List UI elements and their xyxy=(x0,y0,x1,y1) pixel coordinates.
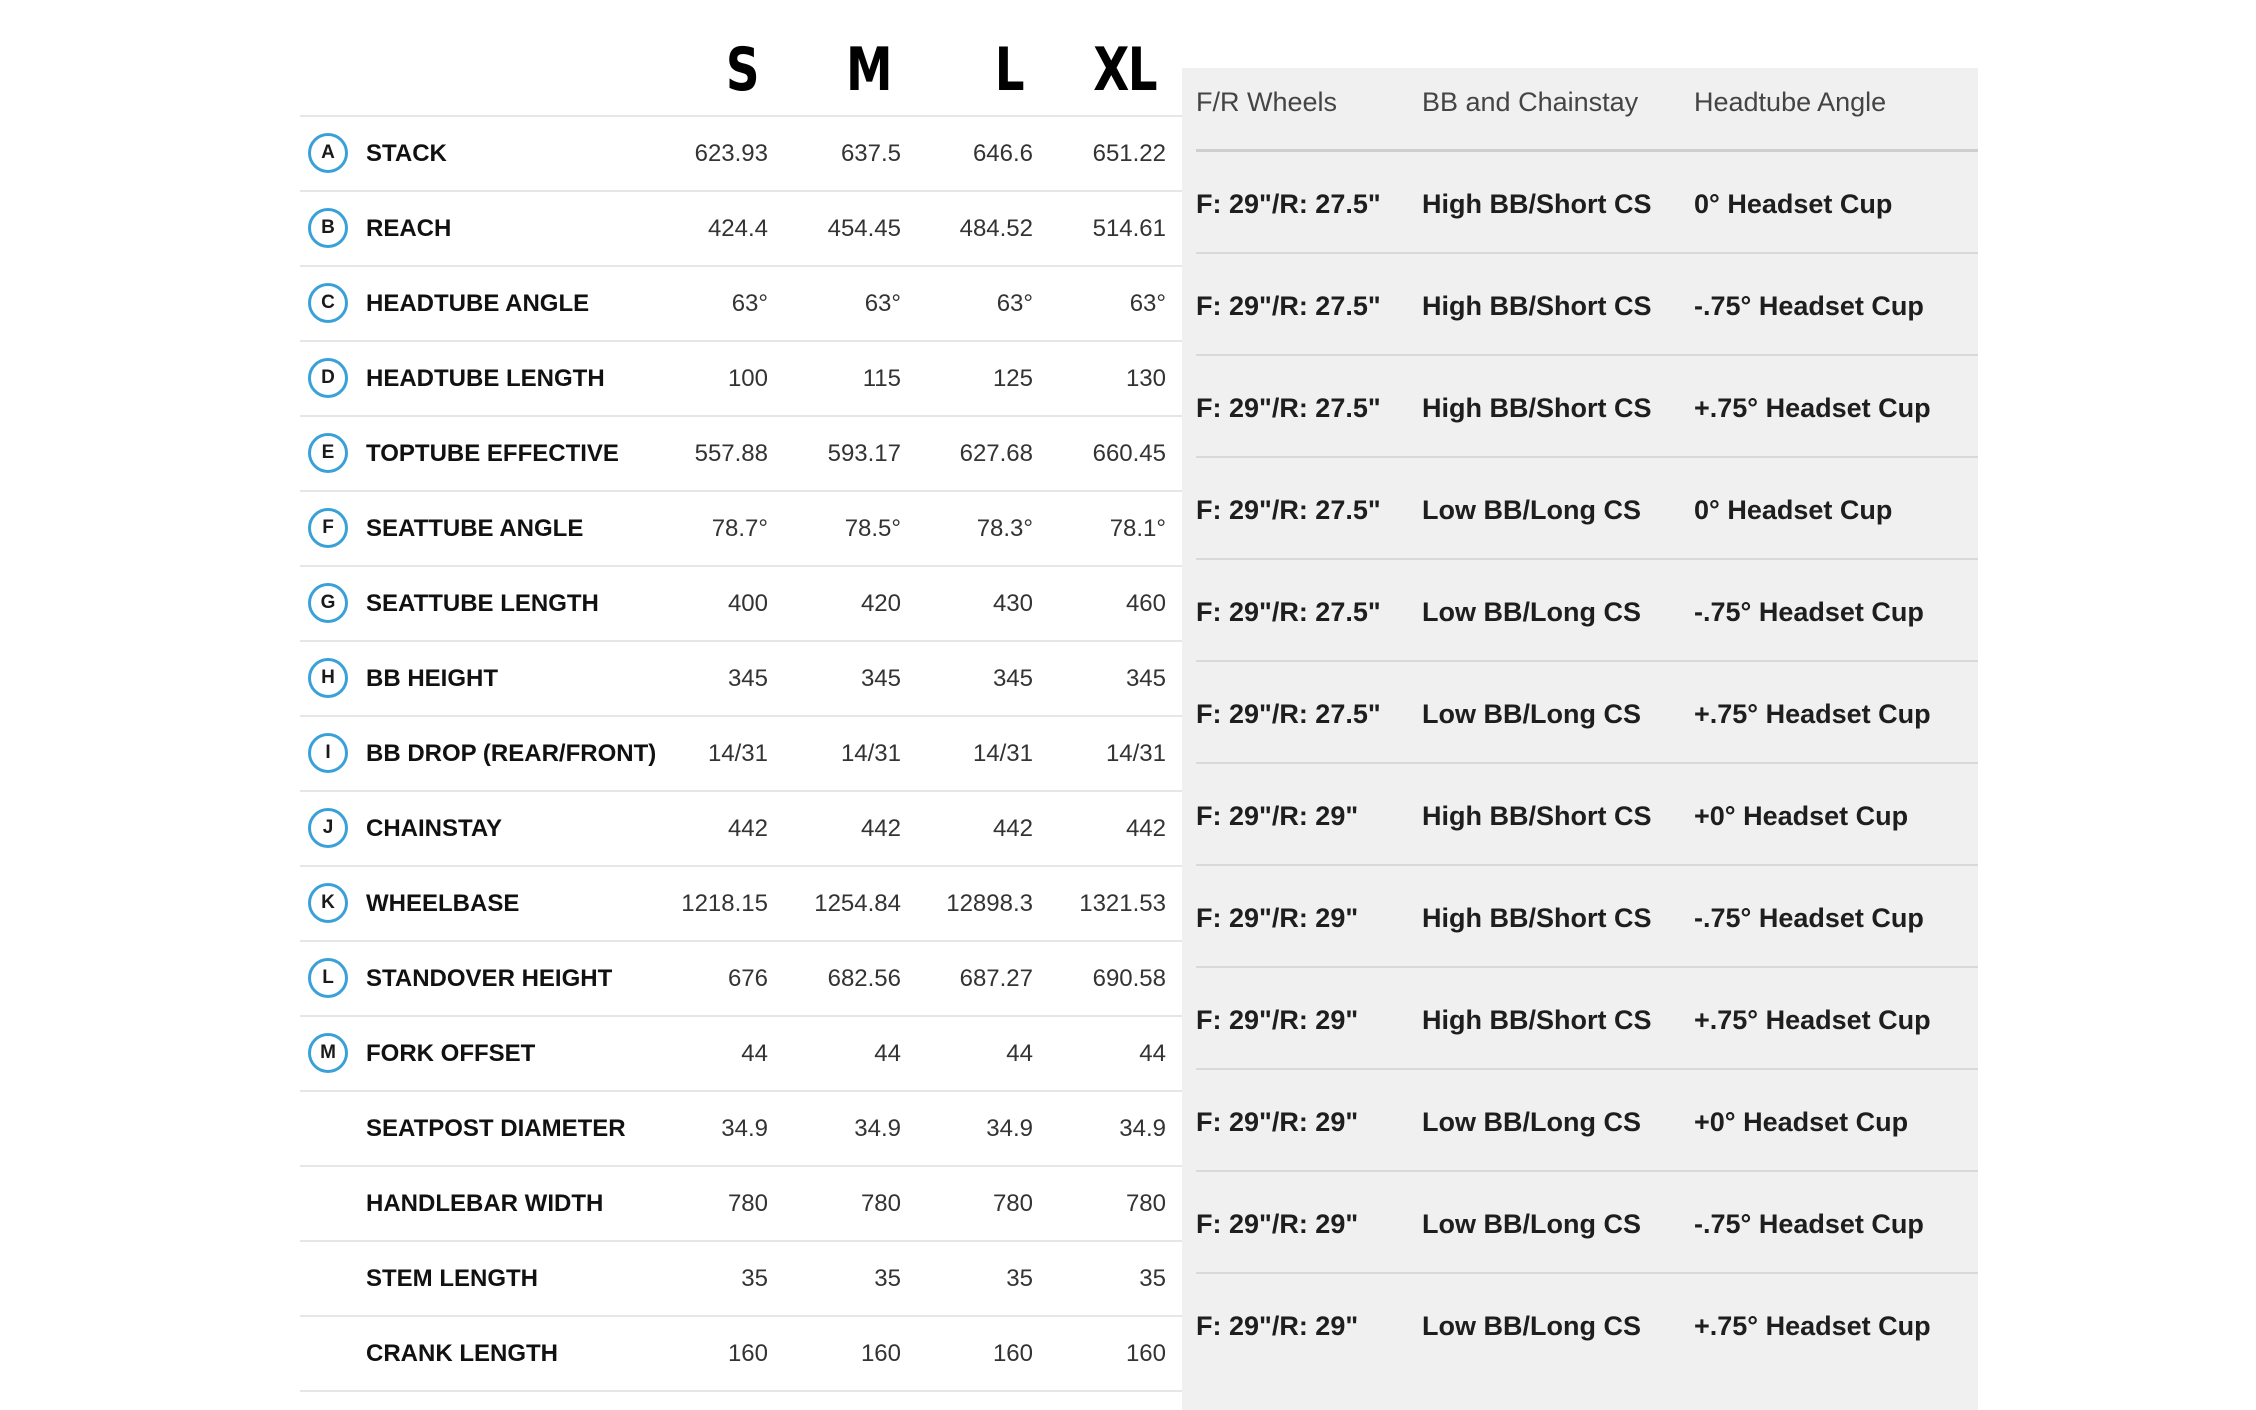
headset-cell: +.75° Headset Cup xyxy=(1694,393,1931,423)
setup-row xyxy=(1196,152,1978,254)
setup-row xyxy=(1196,1274,1978,1374)
row-label: BB DROP (REAR/FRONT) xyxy=(366,740,657,767)
setup-row xyxy=(1196,254,1978,356)
row-label: HANDLEBAR WIDTH xyxy=(366,1190,604,1217)
value-m: 593.17 xyxy=(827,440,901,467)
wheels-cell: F: 29"/R: 29" xyxy=(1196,1005,1359,1035)
geometry-row-stack xyxy=(300,115,1182,190)
setup-row xyxy=(1196,1172,1978,1274)
value-l: 160 xyxy=(992,1340,1033,1367)
geometry-row-handlebar-width xyxy=(300,1165,1182,1240)
value-xl: 78.1° xyxy=(1109,515,1166,542)
size-header-l: L xyxy=(994,35,1023,105)
row-label: TOPTUBE EFFECTIVE xyxy=(366,440,619,467)
badge-d: D xyxy=(308,358,348,398)
wheels-cell: F: 29"/R: 29" xyxy=(1196,903,1359,933)
setup-row xyxy=(1196,662,1978,764)
wheels-cell: F: 29"/R: 29" xyxy=(1196,801,1359,831)
value-s: 63° xyxy=(731,290,768,317)
header-headtube-angle: Headtube Angle xyxy=(1694,87,1887,117)
header-fr-wheels: F/R Wheels xyxy=(1196,87,1338,117)
value-l: 34.9 xyxy=(986,1115,1033,1142)
row-label: SEATTUBE ANGLE xyxy=(366,515,584,542)
value-s: 14/31 xyxy=(707,740,768,767)
geometry-row-headtube-length xyxy=(300,340,1182,415)
value-s: 400 xyxy=(727,590,768,617)
value-m: 14/31 xyxy=(840,740,901,767)
value-xl: 460 xyxy=(1125,590,1166,617)
bb-cell: Low BB/Long CS xyxy=(1422,597,1641,627)
value-l: 44 xyxy=(1006,1040,1033,1067)
bb-cell: Low BB/Long CS xyxy=(1422,1209,1641,1239)
badge-g: G xyxy=(308,583,348,623)
value-xl: 35 xyxy=(1139,1265,1166,1292)
badge-m: M xyxy=(308,1033,348,1073)
geometry-row-seattube-angle xyxy=(300,490,1182,565)
value-s: 623.93 xyxy=(694,140,768,167)
size-header-row xyxy=(300,30,1182,115)
bb-cell: High BB/Short CS xyxy=(1422,801,1652,831)
value-m: 637.5 xyxy=(840,140,901,167)
value-m: 44 xyxy=(874,1040,901,1067)
value-xl: 345 xyxy=(1125,665,1166,692)
bb-cell: High BB/Short CS xyxy=(1422,189,1652,219)
value-s: 34.9 xyxy=(721,1115,768,1142)
value-m: 160 xyxy=(860,1340,901,1367)
value-m: 78.5° xyxy=(844,515,901,542)
row-label: SEATTUBE LENGTH xyxy=(366,590,599,617)
wheels-cell: F: 29"/R: 27.5" xyxy=(1196,597,1381,627)
badge-k: K xyxy=(308,883,348,923)
setup-row xyxy=(1196,866,1978,968)
wheels-cell: F: 29"/R: 27.5" xyxy=(1196,699,1381,729)
value-s: 780 xyxy=(727,1190,768,1217)
row-label: BB HEIGHT xyxy=(366,665,498,692)
value-xl: 651.22 xyxy=(1092,140,1166,167)
header-bb-chainstay: BB and Chainstay xyxy=(1422,87,1639,117)
row-label: CHAINSTAY xyxy=(366,815,503,842)
value-xl: 690.58 xyxy=(1092,965,1166,992)
headset-cell: -.75° Headset Cup xyxy=(1694,1209,1924,1239)
value-s: 35 xyxy=(741,1265,768,1292)
size-header-xl: XL xyxy=(1093,35,1156,105)
wheels-cell: F: 29"/R: 27.5" xyxy=(1196,393,1381,423)
row-label: SEATPOST DIAMETER xyxy=(366,1115,626,1142)
badge-c: C xyxy=(308,283,348,323)
value-s: 44 xyxy=(741,1040,768,1067)
row-label: REACH xyxy=(366,215,452,242)
value-s: 78.7° xyxy=(711,515,768,542)
value-m: 780 xyxy=(860,1190,901,1217)
value-l: 627.68 xyxy=(959,440,1033,467)
setup-row xyxy=(1196,764,1978,866)
geometry-row-crank-length xyxy=(300,1315,1182,1392)
headset-cell: +.75° Headset Cup xyxy=(1694,1005,1931,1035)
value-xl: 44 xyxy=(1139,1040,1166,1067)
geometry-row-wheelbase xyxy=(300,865,1182,940)
row-label: WHEELBASE xyxy=(366,890,520,917)
value-xl: 780 xyxy=(1125,1190,1166,1217)
value-l: 78.3° xyxy=(976,515,1033,542)
setup-row xyxy=(1196,560,1978,662)
badge-b: B xyxy=(308,208,348,248)
value-l: 14/31 xyxy=(972,740,1033,767)
geometry-row-bb-drop xyxy=(300,715,1182,790)
value-m: 63° xyxy=(864,290,901,317)
headset-cell: +0° Headset Cup xyxy=(1694,1107,1909,1137)
value-xl: 34.9 xyxy=(1119,1115,1166,1142)
value-l: 430 xyxy=(992,590,1033,617)
geometry-table xyxy=(300,30,1182,1392)
value-xl: 1321.53 xyxy=(1079,890,1166,917)
headset-cell: +0° Headset Cup xyxy=(1694,801,1909,831)
badge-e: E xyxy=(308,433,348,473)
setup-row xyxy=(1196,968,1978,1070)
bb-cell: High BB/Short CS xyxy=(1422,1005,1652,1035)
badge-f: F xyxy=(308,508,348,548)
geometry-row-seattube-length xyxy=(300,565,1182,640)
headset-cell: +.75° Headset Cup xyxy=(1694,699,1931,729)
bb-cell: High BB/Short CS xyxy=(1422,393,1652,423)
headset-cell: +.75° Headset Cup xyxy=(1694,1311,1931,1341)
value-xl: 14/31 xyxy=(1105,740,1166,767)
headset-cell: -.75° Headset Cup xyxy=(1694,903,1924,933)
value-s: 345 xyxy=(727,665,768,692)
value-xl: 442 xyxy=(1125,815,1166,842)
wheels-cell: F: 29"/R: 29" xyxy=(1196,1209,1359,1239)
setup-row xyxy=(1196,458,1978,560)
value-s: 1218.15 xyxy=(681,890,768,917)
value-xl: 160 xyxy=(1125,1340,1166,1367)
geometry-row-seatpost-diameter xyxy=(300,1090,1182,1165)
value-l: 35 xyxy=(1006,1265,1033,1292)
value-s: 676 xyxy=(727,965,768,992)
value-m: 1254.84 xyxy=(814,890,901,917)
value-s: 100 xyxy=(727,365,768,392)
badge-h: H xyxy=(308,658,348,698)
geometry-row-headtube-angle xyxy=(300,265,1182,340)
row-label: STANDOVER HEIGHT xyxy=(366,965,613,992)
setup-row xyxy=(1196,1070,1978,1172)
value-xl: 660.45 xyxy=(1092,440,1166,467)
wheels-cell: F: 29"/R: 29" xyxy=(1196,1107,1359,1137)
value-l: 484.52 xyxy=(959,215,1033,242)
value-xl: 130 xyxy=(1125,365,1166,392)
value-l: 687.27 xyxy=(959,965,1033,992)
geometry-row-toptube-effective xyxy=(300,415,1182,490)
value-m: 345 xyxy=(860,665,901,692)
setup-row xyxy=(1196,356,1978,458)
value-s: 424.4 xyxy=(707,215,768,242)
headset-cell: -.75° Headset Cup xyxy=(1694,291,1924,321)
headset-cell: 0° Headset Cup xyxy=(1694,495,1893,525)
row-label: HEADTUBE ANGLE xyxy=(366,290,590,317)
row-label: CRANK LENGTH xyxy=(366,1340,558,1367)
headset-cell: -.75° Headset Cup xyxy=(1694,597,1924,627)
bb-cell: Low BB/Long CS xyxy=(1422,699,1641,729)
badge-j: J xyxy=(308,808,348,848)
value-m: 34.9 xyxy=(854,1115,901,1142)
row-label: HEADTUBE LENGTH xyxy=(366,365,605,392)
geometry-row-stem-length xyxy=(300,1240,1182,1315)
bb-cell: High BB/Short CS xyxy=(1422,291,1652,321)
geometry-row-fork-offset xyxy=(300,1015,1182,1090)
value-m: 35 xyxy=(874,1265,901,1292)
badge-l: L xyxy=(308,958,348,998)
wheels-cell: F: 29"/R: 27.5" xyxy=(1196,495,1381,525)
size-header-s: S xyxy=(725,35,758,105)
value-l: 125 xyxy=(992,365,1033,392)
value-l: 345 xyxy=(992,665,1033,692)
value-l: 646.6 xyxy=(972,140,1033,167)
bb-cell: Low BB/Long CS xyxy=(1422,1107,1641,1137)
value-m: 442 xyxy=(860,815,901,842)
geometry-row-chainstay xyxy=(300,790,1182,865)
value-xl: 514.61 xyxy=(1092,215,1166,242)
bb-cell: Low BB/Long CS xyxy=(1422,495,1641,525)
row-label: FORK OFFSET xyxy=(366,1040,536,1067)
bb-cell: Low BB/Long CS xyxy=(1422,1311,1641,1341)
size-header-m: M xyxy=(845,35,891,105)
setups-header-row xyxy=(1196,68,1978,152)
badge-i: I xyxy=(308,733,348,773)
value-m: 454.45 xyxy=(827,215,901,242)
bb-cell: High BB/Short CS xyxy=(1422,903,1652,933)
wheels-cell: F: 29"/R: 29" xyxy=(1196,1311,1359,1341)
value-m: 682.56 xyxy=(827,965,901,992)
value-s: 160 xyxy=(727,1340,768,1367)
row-label: STACK xyxy=(366,140,447,167)
value-m: 420 xyxy=(860,590,901,617)
value-s: 442 xyxy=(727,815,768,842)
badge-a: A xyxy=(308,133,348,173)
wheels-cell: F: 29"/R: 27.5" xyxy=(1196,189,1381,219)
wheels-cell: F: 29"/R: 27.5" xyxy=(1196,291,1381,321)
value-l: 12898.3 xyxy=(946,890,1033,917)
value-xl: 63° xyxy=(1129,290,1166,317)
value-s: 557.88 xyxy=(694,440,768,467)
row-label: STEM LENGTH xyxy=(366,1265,538,1292)
geometry-row-reach xyxy=(300,190,1182,265)
headset-cell: 0° Headset Cup xyxy=(1694,189,1893,219)
setups-table xyxy=(1182,68,1978,1410)
geometry-row-bb-height xyxy=(300,640,1182,715)
value-m: 115 xyxy=(862,365,901,392)
value-l: 63° xyxy=(996,290,1033,317)
value-l: 780 xyxy=(992,1190,1033,1217)
value-l: 442 xyxy=(992,815,1033,842)
geometry-row-standover-height xyxy=(300,940,1182,1015)
